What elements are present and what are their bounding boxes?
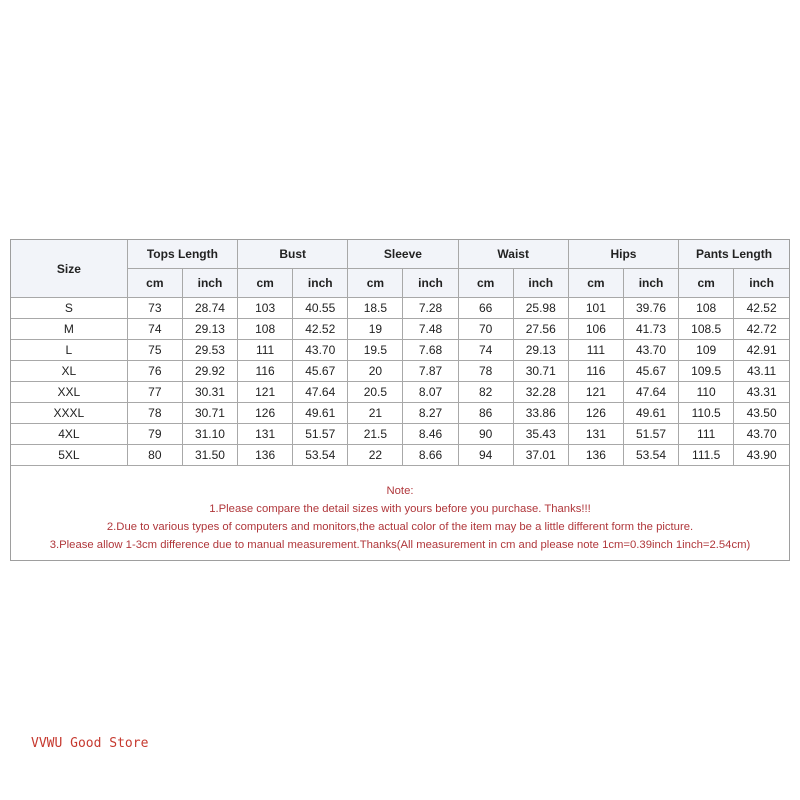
measurement-cell: 75 xyxy=(127,340,182,361)
measurement-cell: 8.66 xyxy=(403,445,458,466)
table-row xyxy=(11,361,789,382)
measurement-cell: 126 xyxy=(568,403,623,424)
unit-header: cm xyxy=(238,269,293,298)
measurement-cell: 47.64 xyxy=(623,382,678,403)
measurement-cell: 78 xyxy=(458,361,513,382)
table-row xyxy=(11,298,789,319)
measurement-cell: 29.92 xyxy=(182,361,237,382)
measurement-cell: 108 xyxy=(679,298,734,319)
group-header: Hips xyxy=(568,240,678,269)
size-label-cell: M xyxy=(11,319,127,340)
measurement-cell: 30.71 xyxy=(513,361,568,382)
measurement-cell: 79 xyxy=(127,424,182,445)
measurement-cell: 41.73 xyxy=(623,319,678,340)
measurement-cell: 74 xyxy=(458,340,513,361)
measurement-cell: 43.90 xyxy=(734,445,789,466)
measurement-cell: 111 xyxy=(568,340,623,361)
measurement-cell: 7.68 xyxy=(403,340,458,361)
measurement-cell: 20.5 xyxy=(348,382,403,403)
measurement-cell: 78 xyxy=(127,403,182,424)
note-title: Note: xyxy=(386,485,414,497)
table-row xyxy=(11,445,789,466)
measurement-cell: 131 xyxy=(568,424,623,445)
unit-header: inch xyxy=(293,269,348,298)
measurement-cell: 42.52 xyxy=(734,298,789,319)
measurement-cell: 74 xyxy=(127,319,182,340)
size-label-cell: XXL xyxy=(11,382,127,403)
size-chart xyxy=(10,239,790,561)
measurement-cell: 66 xyxy=(458,298,513,319)
unit-header: inch xyxy=(182,269,237,298)
measurement-cell: 20 xyxy=(348,361,403,382)
measurement-cell: 111 xyxy=(679,424,734,445)
note-line-3: 3.Please allow 1-3cm difference due to manual measurement.Thanks(All measurement in cm and please note 1cm=0.39inch 1inch=2.54cm) xyxy=(49,539,751,551)
measurement-cell: 18.5 xyxy=(348,298,403,319)
measurement-cell: 29.13 xyxy=(182,319,237,340)
group-header: Pants Length xyxy=(679,240,789,269)
measurement-cell: 77 xyxy=(127,382,182,403)
measurement-cell: 37.01 xyxy=(513,445,568,466)
measurement-cell: 31.50 xyxy=(182,445,237,466)
measurement-cell: 19 xyxy=(348,319,403,340)
measurement-cell: 110.5 xyxy=(679,403,734,424)
group-header: Sleeve xyxy=(348,240,458,269)
measurement-cell: 90 xyxy=(458,424,513,445)
measurement-cell: 73 xyxy=(127,298,182,319)
store-watermark: VVWU Good Store xyxy=(31,736,149,751)
measurement-cell: 103 xyxy=(238,298,293,319)
measurement-cell: 42.91 xyxy=(734,340,789,361)
unit-header: cm xyxy=(568,269,623,298)
size-label-cell: 4XL xyxy=(11,424,127,445)
measurement-cell: 53.54 xyxy=(293,445,348,466)
size-label-cell: S xyxy=(11,298,127,319)
measurement-cell: 43.70 xyxy=(623,340,678,361)
measurement-cell: 40.55 xyxy=(293,298,348,319)
measurement-cell: 7.87 xyxy=(403,361,458,382)
measurement-cell: 45.67 xyxy=(623,361,678,382)
size-label-cell: XXXL xyxy=(11,403,127,424)
measurement-cell: 21.5 xyxy=(348,424,403,445)
group-header: Tops Length xyxy=(127,240,237,269)
unit-header: cm xyxy=(348,269,403,298)
group-header: Bust xyxy=(238,240,348,269)
measurement-cell: 21 xyxy=(348,403,403,424)
measurement-cell: 116 xyxy=(238,361,293,382)
unit-header: cm xyxy=(679,269,734,298)
measurement-cell: 51.57 xyxy=(293,424,348,445)
measurement-cell: 8.27 xyxy=(403,403,458,424)
measurement-cell: 43.11 xyxy=(734,361,789,382)
size-label-cell: 5XL xyxy=(11,445,127,466)
measurement-cell: 86 xyxy=(458,403,513,424)
unit-header-row xyxy=(11,269,789,298)
measurement-cell: 51.57 xyxy=(623,424,678,445)
measurement-cell: 106 xyxy=(568,319,623,340)
measurement-cell: 111.5 xyxy=(679,445,734,466)
measurement-cell: 110 xyxy=(679,382,734,403)
unit-header: inch xyxy=(623,269,678,298)
measurement-cell: 33.86 xyxy=(513,403,568,424)
table-row xyxy=(11,319,789,340)
measurement-cell: 39.76 xyxy=(623,298,678,319)
measurement-cell: 80 xyxy=(127,445,182,466)
measurement-cell: 42.52 xyxy=(293,319,348,340)
measurement-cell: 22 xyxy=(348,445,403,466)
group-header-row xyxy=(11,240,789,269)
table-row xyxy=(11,403,789,424)
table-row xyxy=(11,340,789,361)
measurement-cell: 109 xyxy=(679,340,734,361)
note-section xyxy=(11,466,789,554)
unit-header: cm xyxy=(127,269,182,298)
measurement-cell: 29.53 xyxy=(182,340,237,361)
measurement-cell: 108 xyxy=(238,319,293,340)
measurement-cell: 42.72 xyxy=(734,319,789,340)
measurement-cell: 8.46 xyxy=(403,424,458,445)
measurement-cell: 126 xyxy=(238,403,293,424)
measurement-cell: 70 xyxy=(458,319,513,340)
measurement-cell: 7.48 xyxy=(403,319,458,340)
measurement-cell: 35.43 xyxy=(513,424,568,445)
measurement-cell: 29.13 xyxy=(513,340,568,361)
measurement-cell: 30.71 xyxy=(182,403,237,424)
measurement-cell: 121 xyxy=(568,382,623,403)
measurement-cell: 131 xyxy=(238,424,293,445)
size-label-cell: L xyxy=(11,340,127,361)
unit-header: inch xyxy=(734,269,789,298)
measurement-cell: 47.64 xyxy=(293,382,348,403)
measurement-cell: 7.28 xyxy=(403,298,458,319)
measurement-cell: 43.70 xyxy=(293,340,348,361)
measurement-cell: 108.5 xyxy=(679,319,734,340)
measurement-cell: 116 xyxy=(568,361,623,382)
measurement-cell: 43.50 xyxy=(734,403,789,424)
measurement-cell: 49.61 xyxy=(293,403,348,424)
group-header: Waist xyxy=(458,240,568,269)
measurement-cell: 82 xyxy=(458,382,513,403)
table-row xyxy=(11,424,789,445)
measurement-cell: 31.10 xyxy=(182,424,237,445)
measurement-cell: 25.98 xyxy=(513,298,568,319)
measurement-cell: 32.28 xyxy=(513,382,568,403)
unit-header: inch xyxy=(403,269,458,298)
size-table xyxy=(11,240,789,466)
measurement-cell: 19.5 xyxy=(348,340,403,361)
table-row xyxy=(11,382,789,403)
measurement-cell: 121 xyxy=(238,382,293,403)
measurement-cell: 30.31 xyxy=(182,382,237,403)
measurement-cell: 109.5 xyxy=(679,361,734,382)
measurement-cell: 76 xyxy=(127,361,182,382)
measurement-cell: 136 xyxy=(568,445,623,466)
measurement-cell: 136 xyxy=(238,445,293,466)
measurement-cell: 8.07 xyxy=(403,382,458,403)
measurement-cell: 101 xyxy=(568,298,623,319)
measurement-cell: 28.74 xyxy=(182,298,237,319)
size-column-header: Size xyxy=(11,240,127,298)
unit-header: inch xyxy=(513,269,568,298)
measurement-cell: 27.56 xyxy=(513,319,568,340)
measurement-cell: 111 xyxy=(238,340,293,361)
note-line-2: 2.Due to various types of computers and monitors,the actual color of the item may be a little different form the picture. xyxy=(106,521,694,533)
measurement-cell: 43.70 xyxy=(734,424,789,445)
measurement-cell: 43.31 xyxy=(734,382,789,403)
measurement-cell: 53.54 xyxy=(623,445,678,466)
measurement-cell: 49.61 xyxy=(623,403,678,424)
unit-header: cm xyxy=(458,269,513,298)
measurement-cell: 45.67 xyxy=(293,361,348,382)
size-label-cell: XL xyxy=(11,361,127,382)
measurement-cell: 94 xyxy=(458,445,513,466)
note-line-1: 1.Please compare the detail sizes with yours before you purchase. Thanks!!! xyxy=(209,503,591,515)
